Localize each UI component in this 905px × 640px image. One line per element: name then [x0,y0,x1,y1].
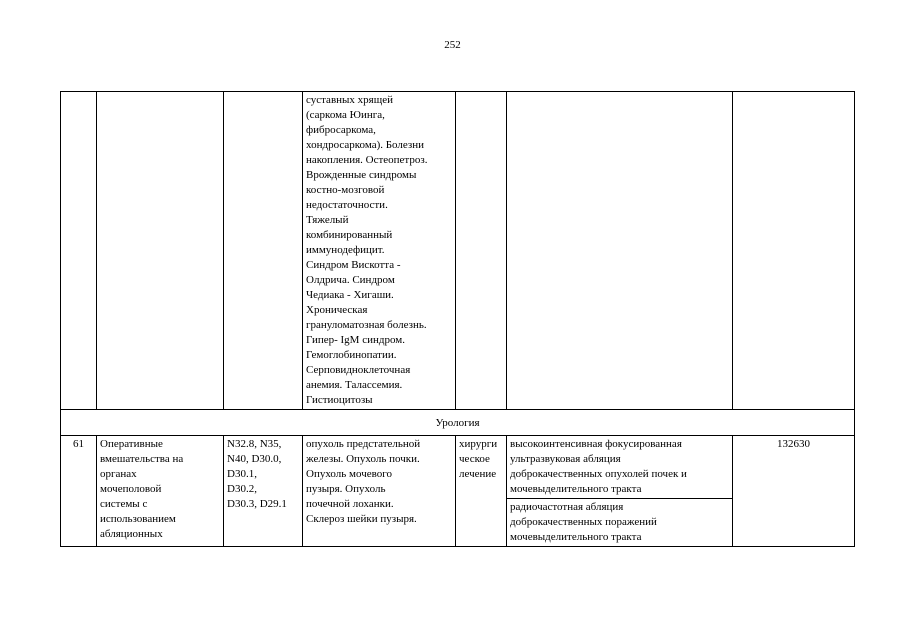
text-line: мочеполовой [100,483,162,495]
text-line: доброкачественных опухолей почек и [510,468,687,480]
text-line: костно-мозговой [306,184,385,196]
text-line: фибросаркома, [306,124,376,136]
text-line: пузыря. Опухоль [306,483,386,495]
text-line: высокоинтенсивная фокусированная [510,438,682,450]
text-line: железы. Опухоль почки. [306,453,420,465]
text-line: D30.3, D29.1 [227,498,287,510]
cell-diagnosis-continued [303,92,456,410]
text-line: Гемоглобинопатии. [306,349,397,361]
text-line: Серповидноклеточная [306,364,411,376]
text-line: почечной лоханки. [306,498,394,510]
text-line: Врожденные синдромы [306,169,417,181]
cell-empty [97,92,224,410]
medical-care-table [60,91,855,547]
text-line: суставных хрящей [306,94,393,106]
text-line: Гипер- IgM синдром. [306,334,405,346]
text-line: (саркома Юинга, [306,109,385,121]
text-line: доброкачественных поражений [510,516,657,528]
text-line: N40, D30.0, [227,453,282,465]
text-line: комбинированный [306,229,393,241]
cell-empty [507,92,733,410]
text-line: Хроническая [306,304,368,316]
treatment-method-2 [507,499,733,547]
cell-empty [456,92,507,410]
text-line: мочевыделительного тракта [510,531,642,543]
section-header-row [61,410,855,436]
treatment-method-1 [507,436,733,499]
text-line: Чедиака - Хигаши. [306,289,394,301]
patient-model [303,436,456,547]
text-line: хондросаркома). Болезни [306,139,425,151]
text-line: D30.2, [227,483,257,495]
care-type-name [97,436,224,547]
text-line: лечение [459,468,497,480]
text-line: хирурги [459,438,498,450]
text-line: грануломатозная болезнь. [306,319,427,331]
text-line: мочевыделительного тракта [510,483,642,495]
text-line: использованием [100,513,176,525]
text-line: накопления. Остеопетроз. [306,154,428,166]
page-number: 252 [444,39,461,51]
text-line: Олдрича. Синдром [306,274,395,286]
text-line: недостаточности. [306,199,388,211]
row-number: 61 [61,436,97,547]
cell-empty [733,92,855,410]
text-line: радиочастотная абляция [510,501,624,513]
text-line: Оперативные [100,438,163,450]
text-line: Опухоль мочевого [306,468,392,480]
text-line: ческое [459,453,490,465]
text-line: N32.8, N35, [227,438,282,450]
text-line: D30.1, [227,468,257,480]
cost-value: 132630 [733,436,855,547]
text-line: Синдром Вискотта - [306,259,401,271]
text-line: органах [100,468,137,480]
text-line: Склероз шейки пузыря. [306,513,417,525]
table-row-61 [61,436,855,499]
text-line: иммунодефицит. [306,244,385,256]
treatment-type [456,436,507,547]
text-line: Тяжелый [306,214,349,226]
cell-empty [224,92,303,410]
text-line: системы с [100,498,148,510]
continuation-row [61,92,855,410]
text-line: Гистиоцитозы [306,394,373,406]
text-line: вмешательства на [100,453,184,465]
text-line: анемия. Талассемия. [306,379,403,391]
text-line: ультразвуковая абляция [510,453,621,465]
section-title: Урология [61,410,855,436]
cell-empty [61,92,97,410]
icd-codes [224,436,303,547]
text-line: абляционных [100,528,163,540]
text-line: опухоль предстательной [306,438,421,450]
